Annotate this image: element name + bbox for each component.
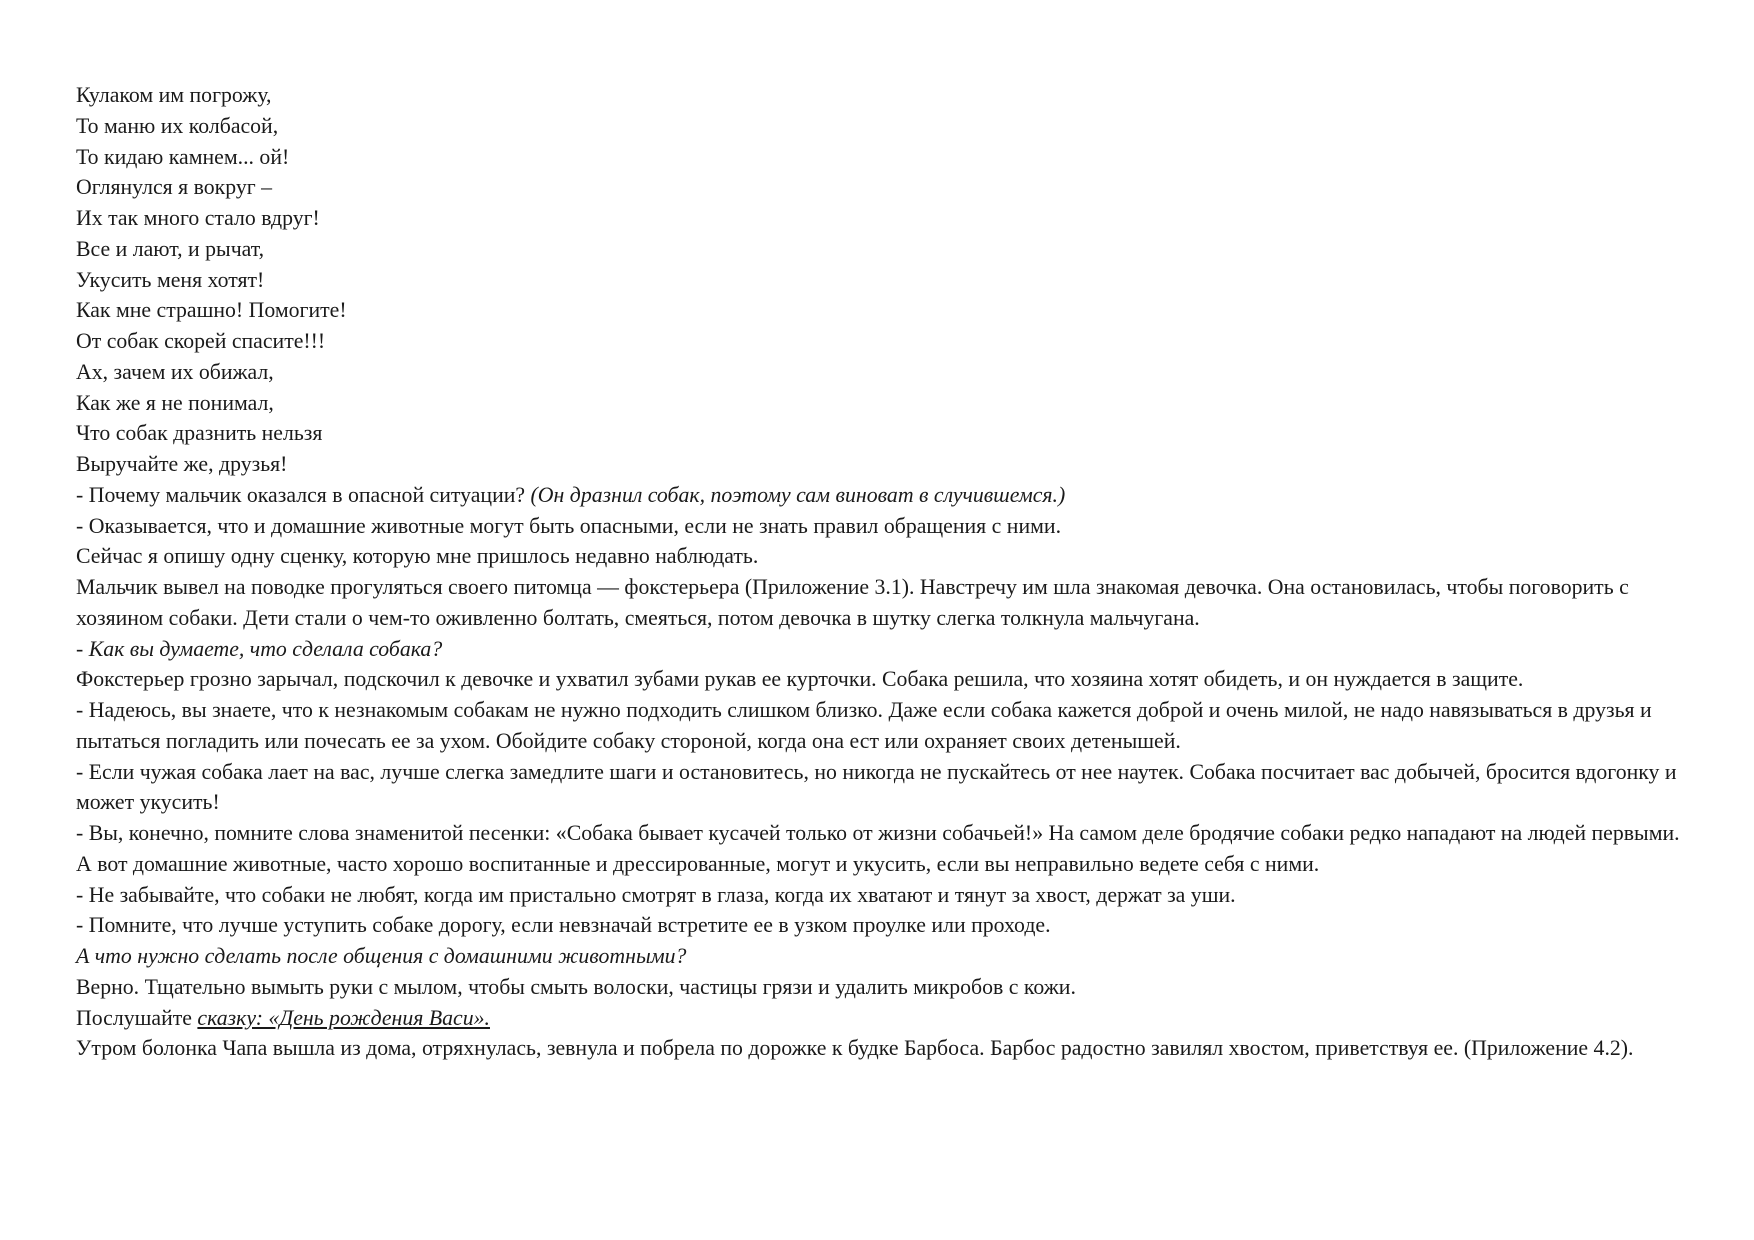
paragraph-hope: - Надеюсь, вы знаете, что к незнакомым собакам не нужно подходить слишком близко. Даже если собака кажется доброй и очень милой, не надо навязываться в друзья и пытаться погладить или почесать ее за ухом. Обойдите собаку стороной, когда она ест или охраняет своих детенышей.: [76, 698, 1652, 753]
paragraph-forget: - Не забывайте, что собаки не любят, когда им пристально смотрят в глаза, когда их хватают и тянут за хвост, держат за уши.: [76, 882, 1236, 907]
poem-line: Укусить меня хотят!: [76, 267, 265, 292]
poem: [76, 80, 1696, 480]
poem-line: Их так много стало вдруг!: [76, 206, 320, 230]
question-dash: -: [76, 636, 89, 661]
paragraph-foxterrier: Фокстерьер грозно зарычал, подскочил к девочке и ухватил зубами рукав ее курточки. Собака решила, что хозяина хотят обидеть, и он нуждается в защите.: [76, 667, 1524, 692]
question-after-contact: А что нужно сделать после общения с домашними животными?: [76, 944, 687, 968]
poem-line: Ах, зачем их обижал,: [76, 359, 274, 384]
question-text: Как вы думаете, что сделала собака?: [88, 636, 443, 661]
paragraph-morning: Утром болонка Чапа вышла из дома, отряхнулась, зевнула и побрела по дорожке к будке Барбоса. Барбос радостно завилял хвостом, приветствуя ее. (Приложение 4.2).: [76, 1036, 1634, 1061]
poem-line: Как же я не понимал,: [76, 390, 274, 415]
paragraph-boy: Мальчик вывел на поводке прогуляться своего питомца — фокстерьера (Приложение 3.1). Навстречу им шла знакомая девочка. Она остановилась, чтобы поговорить с хозяином собаки. Дети стали о чем-то оживленно болтать, смеяться, потом девочка в шутку слегка толкнула мальчугана.: [76, 575, 1629, 630]
document-page: [76, 80, 1696, 1064]
poem-line: Выручайте же, друзья!: [76, 452, 288, 476]
fairy-tale-link[interactable]: сказку: «День рождения Васи».: [197, 1005, 490, 1030]
paragraph-remember: - Помните, что лучше уступить собаке дорогу, если невзначай встретите ее в узком проулке или проходе.: [76, 913, 1051, 938]
poem-line: То кидаю камнем... ой!: [76, 144, 290, 169]
poem-line: Оглянулся я вокруг –: [76, 175, 273, 200]
question-dog: [76, 634, 1696, 665]
question-danger: [76, 480, 1696, 511]
paragraph-song: - Вы, конечно, помните слова знаменитой песенки: «Собака бывает кусачей только от жизни собачьей!» На самом деле бродячие собаки редко нападают на людей первыми.: [76, 821, 1680, 845]
listen-line: [76, 1003, 1696, 1034]
paragraph-danger: - Оказывается, что и домашние животные могут быть опасными, если не знать правил обращения с ними.: [76, 513, 1062, 538]
paragraph-wash: Верно. Тщательно вымыть руки с мылом, чтобы смыть волоски, частицы грязи и удалить микробов с кожи.: [76, 974, 1076, 999]
poem-line: Что собак дразнить нельзя: [76, 421, 323, 446]
listen-text: Послушайте: [76, 1005, 198, 1030]
question-answer: (Он дразнил собак, поэтому сам виноват в случившемся.): [530, 482, 1066, 507]
poem-line: Кулаком им погрожу,: [76, 83, 272, 107]
paragraph-bark: - Если чужая собака лает на вас, лучше слегка замедлите шаги и остановитесь, но никогда не пускайтесь от нее наутек. Собака посчитает вас добычей, бросится вдогонку и может укусить!: [76, 759, 1677, 815]
paragraph-scene: Сейчас я опишу одну сценку, которую мне пришлось недавно наблюдать.: [76, 544, 759, 569]
question-text: - Почему мальчик оказался в опасной ситуации?: [76, 482, 531, 507]
poem-line: От собак скорей спасите!!!: [76, 329, 326, 353]
poem-line: Все и лают, и рычат,: [76, 236, 265, 261]
poem-line: То маню их колбасой,: [76, 113, 279, 138]
paragraph-pets: А вот домашние животные, часто хорошо воспитанные и дрессированные, могут и укусить, если вы неправильно ведете себя с ними.: [76, 851, 1320, 876]
poem-line: Как мне страшно! Помогите!: [76, 298, 347, 323]
